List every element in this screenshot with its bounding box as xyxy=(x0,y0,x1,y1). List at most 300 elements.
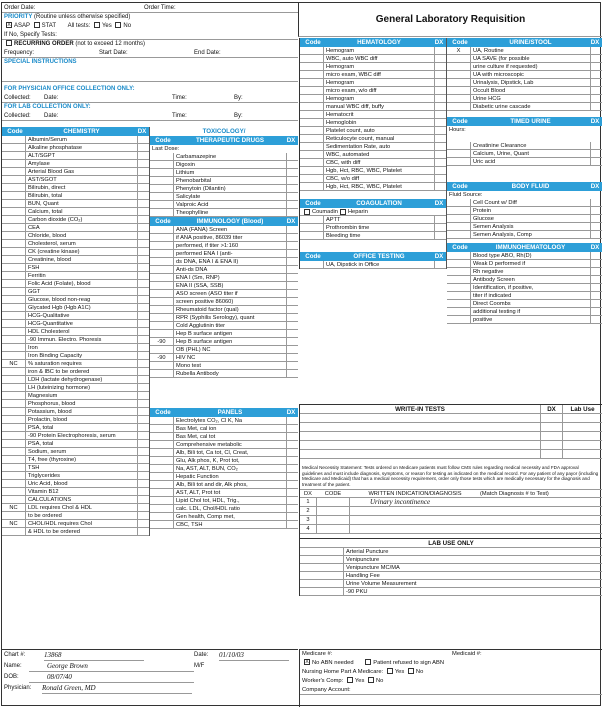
code-cell[interactable] xyxy=(447,260,471,267)
code-cell[interactable] xyxy=(300,63,324,70)
list-item[interactable] xyxy=(2,240,149,248)
dx-cell[interactable] xyxy=(590,292,602,299)
lab-use-code[interactable] xyxy=(300,580,344,587)
code-cell[interactable] xyxy=(150,282,174,289)
diagnosis-code-field[interactable] xyxy=(316,525,350,533)
dx-cell[interactable] xyxy=(590,87,602,94)
dx-cell[interactable] xyxy=(286,282,298,289)
list-item[interactable] xyxy=(2,416,149,424)
code-cell[interactable] xyxy=(447,103,471,110)
code-cell[interactable] xyxy=(447,223,471,230)
list-item[interactable] xyxy=(447,103,602,111)
code-cell[interactable] xyxy=(150,274,174,281)
code-cell[interactable] xyxy=(150,433,174,440)
dx-cell[interactable] xyxy=(137,480,149,487)
list-item[interactable] xyxy=(300,159,446,167)
dx-cell[interactable] xyxy=(286,346,298,353)
list-item[interactable] xyxy=(150,153,298,161)
dx-cell[interactable] xyxy=(286,274,298,281)
dx-cell[interactable] xyxy=(590,252,602,259)
code-cell[interactable] xyxy=(2,416,26,423)
list-item[interactable] xyxy=(150,489,298,497)
dx-cell[interactable] xyxy=(137,304,149,311)
list-item[interactable] xyxy=(2,288,149,296)
no-abn-checkbox[interactable]: X xyxy=(305,659,309,666)
list-item[interactable] xyxy=(447,308,602,316)
dx-cell[interactable] xyxy=(590,47,602,54)
dx-cell[interactable] xyxy=(137,344,149,351)
code-cell[interactable] xyxy=(150,314,174,321)
code-cell[interactable] xyxy=(300,87,324,94)
code-cell[interactable] xyxy=(300,103,324,110)
list-item[interactable] xyxy=(447,215,602,223)
dx-cell[interactable] xyxy=(137,168,149,175)
code-cell[interactable] xyxy=(150,362,174,369)
list-item[interactable] xyxy=(150,338,298,346)
list-item[interactable] xyxy=(150,209,298,217)
dx-cell[interactable] xyxy=(286,169,298,176)
code-cell[interactable] xyxy=(447,150,471,157)
dx-cell[interactable] xyxy=(137,360,149,367)
code-cell[interactable]: -90 xyxy=(150,338,174,345)
list-item[interactable] xyxy=(300,224,446,232)
code-cell[interactable] xyxy=(2,512,26,519)
dx-cell[interactable] xyxy=(590,71,602,78)
dx-cell[interactable] xyxy=(137,528,149,535)
list-item[interactable] xyxy=(2,512,149,520)
list-item[interactable] xyxy=(300,167,446,175)
list-item[interactable] xyxy=(2,440,149,448)
dx-cell[interactable] xyxy=(137,184,149,191)
dx-cell[interactable] xyxy=(286,354,298,361)
lab-use-code[interactable] xyxy=(300,588,344,595)
code-cell[interactable] xyxy=(2,464,26,471)
write-in-dx-cell[interactable] xyxy=(540,450,562,458)
code-cell[interactable] xyxy=(2,168,26,175)
dx-cell[interactable] xyxy=(590,63,602,70)
code-cell[interactable] xyxy=(2,336,26,343)
dx-cell[interactable] xyxy=(434,111,446,118)
write-in-lab-cell[interactable] xyxy=(562,423,602,431)
list-item[interactable] xyxy=(2,296,149,304)
list-item[interactable] xyxy=(2,520,149,528)
list-item[interactable] xyxy=(300,103,446,111)
write-in-dx-cell[interactable] xyxy=(540,414,562,422)
recurring-checkbox[interactable] xyxy=(6,40,12,46)
dx-cell[interactable] xyxy=(137,144,149,151)
write-in-dx-cell[interactable] xyxy=(540,441,562,449)
write-in-row[interactable] xyxy=(300,414,602,423)
dx-cell[interactable] xyxy=(137,336,149,343)
list-item[interactable] xyxy=(300,47,446,55)
code-cell[interactable] xyxy=(2,224,26,231)
lab-use-row[interactable] xyxy=(300,564,602,572)
code-cell[interactable] xyxy=(150,185,174,192)
dx-cell[interactable] xyxy=(137,208,149,215)
list-item[interactable] xyxy=(150,290,298,298)
dx-cell[interactable] xyxy=(434,127,446,134)
code-cell[interactable] xyxy=(150,234,174,241)
dx-cell[interactable] xyxy=(590,103,602,110)
dx-cell[interactable] xyxy=(590,316,602,323)
list-item[interactable] xyxy=(447,268,602,276)
list-item[interactable] xyxy=(447,47,602,55)
diagnosis-row[interactable] xyxy=(300,507,602,516)
dx-cell[interactable] xyxy=(137,440,149,447)
list-item[interactable] xyxy=(150,457,298,465)
dx-cell[interactable] xyxy=(286,481,298,488)
code-cell[interactable] xyxy=(150,226,174,233)
diagnosis-text-field[interactable] xyxy=(350,525,602,533)
code-cell[interactable]: NC xyxy=(2,504,26,511)
code-cell[interactable] xyxy=(300,151,324,158)
code-cell[interactable] xyxy=(2,344,26,351)
list-item[interactable] xyxy=(2,304,149,312)
list-item[interactable] xyxy=(150,250,298,258)
lab-use-row[interactable] xyxy=(300,556,602,564)
code-cell[interactable] xyxy=(150,370,174,377)
dx-cell[interactable] xyxy=(286,465,298,472)
code-cell[interactable] xyxy=(2,216,26,223)
dx-cell[interactable] xyxy=(286,370,298,377)
dx-cell[interactable] xyxy=(434,151,446,158)
dx-cell[interactable] xyxy=(434,183,446,190)
code-cell[interactable] xyxy=(447,63,471,70)
code-cell[interactable] xyxy=(2,176,26,183)
dx-cell[interactable] xyxy=(286,185,298,192)
dx-cell[interactable] xyxy=(286,441,298,448)
list-item[interactable] xyxy=(150,505,298,513)
code-cell[interactable] xyxy=(150,161,174,168)
list-item[interactable] xyxy=(300,71,446,79)
code-cell[interactable] xyxy=(2,408,26,415)
dx-cell[interactable] xyxy=(590,150,602,157)
list-item[interactable] xyxy=(447,158,602,166)
dx-cell[interactable] xyxy=(137,416,149,423)
diagnosis-row[interactable] xyxy=(300,516,602,525)
list-item[interactable] xyxy=(2,176,149,184)
list-item[interactable] xyxy=(300,55,446,63)
list-item[interactable] xyxy=(150,161,298,169)
list-item[interactable] xyxy=(300,151,446,159)
code-cell[interactable] xyxy=(150,513,174,520)
list-item[interactable] xyxy=(2,272,149,280)
dx-cell[interactable] xyxy=(286,209,298,216)
code-cell[interactable]: -90 xyxy=(150,354,174,361)
dx-cell[interactable] xyxy=(286,473,298,480)
list-item[interactable] xyxy=(150,425,298,433)
code-cell[interactable] xyxy=(447,55,471,62)
code-cell[interactable] xyxy=(150,425,174,432)
list-item[interactable] xyxy=(447,142,602,150)
list-item[interactable] xyxy=(2,232,149,240)
list-item[interactable] xyxy=(2,464,149,472)
dx-cell[interactable] xyxy=(434,103,446,110)
diagnosis-row[interactable] xyxy=(300,525,602,534)
dx-cell[interactable] xyxy=(137,432,149,439)
code-cell[interactable] xyxy=(150,258,174,265)
diagnosis-text-field[interactable] xyxy=(350,507,602,515)
dx-cell[interactable] xyxy=(137,248,149,255)
dx-cell[interactable] xyxy=(590,215,602,222)
dx-cell[interactable] xyxy=(137,240,149,247)
dx-cell[interactable] xyxy=(137,392,149,399)
list-item[interactable] xyxy=(2,504,149,512)
code-cell[interactable] xyxy=(150,441,174,448)
code-cell[interactable] xyxy=(2,208,26,215)
code-cell[interactable] xyxy=(300,47,324,54)
list-item[interactable] xyxy=(150,433,298,441)
dx-cell[interactable] xyxy=(590,207,602,214)
dx-cell[interactable] xyxy=(590,308,602,315)
dx-cell[interactable] xyxy=(434,232,446,239)
list-item[interactable] xyxy=(447,276,602,284)
dx-cell[interactable] xyxy=(590,55,602,62)
list-item[interactable] xyxy=(300,175,446,183)
dx-cell[interactable] xyxy=(137,224,149,231)
lab-use-code[interactable] xyxy=(300,548,344,555)
list-item[interactable] xyxy=(150,185,298,193)
dx-cell[interactable] xyxy=(137,464,149,471)
list-item[interactable] xyxy=(300,119,446,127)
if-no-field[interactable]: If No, Specify Tests: xyxy=(2,31,298,40)
code-cell[interactable] xyxy=(150,489,174,496)
code-cell[interactable] xyxy=(150,209,174,216)
list-item[interactable] xyxy=(150,441,298,449)
code-cell[interactable] xyxy=(2,496,26,503)
list-item[interactable] xyxy=(2,480,149,488)
code-cell[interactable] xyxy=(150,298,174,305)
code-cell[interactable] xyxy=(300,183,324,190)
list-item[interactable] xyxy=(150,314,298,322)
list-item[interactable] xyxy=(447,63,602,71)
dx-cell[interactable] xyxy=(137,384,149,391)
list-item[interactable] xyxy=(2,448,149,456)
dx-cell[interactable] xyxy=(590,284,602,291)
code-cell[interactable] xyxy=(447,71,471,78)
dx-cell[interactable] xyxy=(286,161,298,168)
code-cell[interactable] xyxy=(447,316,471,323)
code-cell[interactable]: NC xyxy=(2,520,26,527)
medicare-label[interactable]: Medicare #: xyxy=(302,651,333,657)
dx-cell[interactable] xyxy=(590,199,602,206)
diagnosis-code-field[interactable] xyxy=(316,507,350,515)
list-item[interactable] xyxy=(150,362,298,370)
dx-cell[interactable] xyxy=(286,338,298,345)
list-item[interactable] xyxy=(447,55,602,63)
code-cell[interactable] xyxy=(150,177,174,184)
list-item[interactable] xyxy=(150,258,298,266)
write-in-field[interactable] xyxy=(300,441,540,449)
dob-value[interactable]: 08/07/40 xyxy=(29,672,194,683)
code-cell[interactable] xyxy=(447,207,471,214)
list-item[interactable] xyxy=(2,408,149,416)
code-cell[interactable] xyxy=(2,264,26,271)
code-cell[interactable] xyxy=(447,308,471,315)
code-cell[interactable] xyxy=(300,127,324,134)
code-cell[interactable] xyxy=(150,497,174,504)
dx-cell[interactable] xyxy=(286,177,298,184)
dx-cell[interactable] xyxy=(137,256,149,263)
dx-cell[interactable] xyxy=(286,330,298,337)
code-cell[interactable] xyxy=(2,232,26,239)
code-cell[interactable] xyxy=(150,169,174,176)
dx-cell[interactable] xyxy=(137,192,149,199)
asap-checkbox[interactable]: X xyxy=(7,22,11,29)
dx-cell[interactable] xyxy=(137,320,149,327)
dx-cell[interactable] xyxy=(137,496,149,503)
dx-cell[interactable] xyxy=(137,136,149,143)
code-cell[interactable] xyxy=(300,55,324,62)
list-item[interactable] xyxy=(2,136,149,144)
code-cell[interactable] xyxy=(300,224,324,231)
code-cell[interactable] xyxy=(300,216,324,223)
list-item[interactable] xyxy=(300,79,446,87)
dx-cell[interactable] xyxy=(590,223,602,230)
list-item[interactable] xyxy=(150,497,298,505)
dx-cell[interactable] xyxy=(137,176,149,183)
list-item[interactable] xyxy=(300,63,446,71)
list-item[interactable] xyxy=(2,160,149,168)
code-cell[interactable] xyxy=(300,175,324,182)
dx-cell[interactable] xyxy=(286,457,298,464)
list-item[interactable] xyxy=(150,242,298,250)
dx-cell[interactable] xyxy=(137,408,149,415)
dx-cell[interactable] xyxy=(590,158,602,165)
list-item[interactable] xyxy=(150,473,298,481)
code-cell[interactable] xyxy=(300,79,324,86)
list-item[interactable] xyxy=(300,87,446,95)
code-cell[interactable] xyxy=(2,448,26,455)
dx-cell[interactable] xyxy=(286,489,298,496)
code-cell[interactable] xyxy=(2,136,26,143)
code-cell[interactable] xyxy=(2,424,26,431)
dx-cell[interactable] xyxy=(137,448,149,455)
dx-cell[interactable] xyxy=(286,449,298,456)
code-cell[interactable] xyxy=(2,296,26,303)
diagnosis-text-field[interactable] xyxy=(350,516,602,524)
list-item[interactable] xyxy=(2,312,149,320)
code-cell[interactable] xyxy=(2,144,26,151)
code-cell[interactable] xyxy=(2,184,26,191)
list-item[interactable] xyxy=(2,184,149,192)
dx-cell[interactable] xyxy=(590,142,602,149)
write-in-dx-cell[interactable] xyxy=(540,432,562,440)
dx-cell[interactable] xyxy=(434,261,446,268)
list-item[interactable] xyxy=(2,472,149,480)
code-cell[interactable] xyxy=(150,242,174,249)
code-cell[interactable] xyxy=(300,71,324,78)
list-item[interactable] xyxy=(2,376,149,384)
write-in-field[interactable] xyxy=(300,450,540,458)
dx-cell[interactable] xyxy=(286,306,298,313)
code-cell[interactable] xyxy=(2,272,26,279)
diagnosis-code-field[interactable] xyxy=(316,498,350,506)
code-cell[interactable] xyxy=(447,276,471,283)
code-cell[interactable] xyxy=(300,95,324,102)
list-item[interactable] xyxy=(447,87,602,95)
dx-cell[interactable] xyxy=(137,200,149,207)
list-item[interactable] xyxy=(150,298,298,306)
dx-cell[interactable] xyxy=(434,143,446,150)
lab-use-code[interactable] xyxy=(300,556,344,563)
dx-cell[interactable] xyxy=(137,352,149,359)
code-cell[interactable] xyxy=(150,521,174,528)
dx-cell[interactable] xyxy=(286,226,298,233)
code-cell[interactable] xyxy=(2,160,26,167)
list-item[interactable] xyxy=(2,144,149,152)
code-cell[interactable] xyxy=(2,432,26,439)
list-item[interactable] xyxy=(447,71,602,79)
list-item[interactable] xyxy=(150,417,298,425)
list-item[interactable] xyxy=(2,400,149,408)
list-item[interactable] xyxy=(2,248,149,256)
dx-cell[interactable] xyxy=(137,512,149,519)
list-item[interactable] xyxy=(150,322,298,330)
dx-cell[interactable] xyxy=(434,119,446,126)
write-in-row[interactable] xyxy=(300,450,602,459)
code-cell[interactable] xyxy=(150,201,174,208)
nursing-no-checkbox[interactable] xyxy=(408,668,414,674)
list-item[interactable] xyxy=(2,384,149,392)
list-item[interactable] xyxy=(2,432,149,440)
list-item[interactable] xyxy=(2,200,149,208)
dx-cell[interactable] xyxy=(434,175,446,182)
list-item[interactable] xyxy=(150,306,298,314)
diagnosis-code-field[interactable] xyxy=(316,516,350,524)
code-cell[interactable] xyxy=(447,284,471,291)
list-item[interactable] xyxy=(150,481,298,489)
code-cell[interactable]: X xyxy=(447,47,471,54)
list-item[interactable] xyxy=(2,224,149,232)
write-in-lab-cell[interactable] xyxy=(562,432,602,440)
list-item[interactable] xyxy=(447,316,602,324)
refused-checkbox[interactable] xyxy=(365,659,371,665)
list-item[interactable] xyxy=(150,234,298,242)
list-item[interactable] xyxy=(150,266,298,274)
code-cell[interactable] xyxy=(2,304,26,311)
dx-cell[interactable] xyxy=(286,242,298,249)
dx-cell[interactable] xyxy=(137,296,149,303)
lab-use-row[interactable] xyxy=(300,548,602,556)
dx-cell[interactable] xyxy=(137,472,149,479)
dx-cell[interactable] xyxy=(434,159,446,166)
code-cell[interactable] xyxy=(2,200,26,207)
code-cell[interactable] xyxy=(150,465,174,472)
dx-cell[interactable] xyxy=(286,425,298,432)
write-in-field[interactable] xyxy=(300,432,540,440)
dx-cell[interactable] xyxy=(286,314,298,321)
dx-cell[interactable] xyxy=(434,47,446,54)
list-item[interactable] xyxy=(447,199,602,207)
write-in-lab-cell[interactable] xyxy=(562,441,602,449)
code-cell[interactable] xyxy=(2,528,26,535)
list-item[interactable] xyxy=(300,216,446,224)
code-cell[interactable] xyxy=(300,119,324,126)
list-item[interactable] xyxy=(150,513,298,521)
code-cell[interactable] xyxy=(150,330,174,337)
write-in-row[interactable] xyxy=(300,423,602,432)
dx-cell[interactable] xyxy=(137,520,149,527)
list-item[interactable] xyxy=(2,216,149,224)
list-item[interactable] xyxy=(447,79,602,87)
code-cell[interactable] xyxy=(2,320,26,327)
dx-cell[interactable] xyxy=(286,298,298,305)
code-cell[interactable] xyxy=(2,472,26,479)
list-item[interactable] xyxy=(300,143,446,151)
code-cell[interactable] xyxy=(2,152,26,159)
code-cell[interactable] xyxy=(300,167,324,174)
